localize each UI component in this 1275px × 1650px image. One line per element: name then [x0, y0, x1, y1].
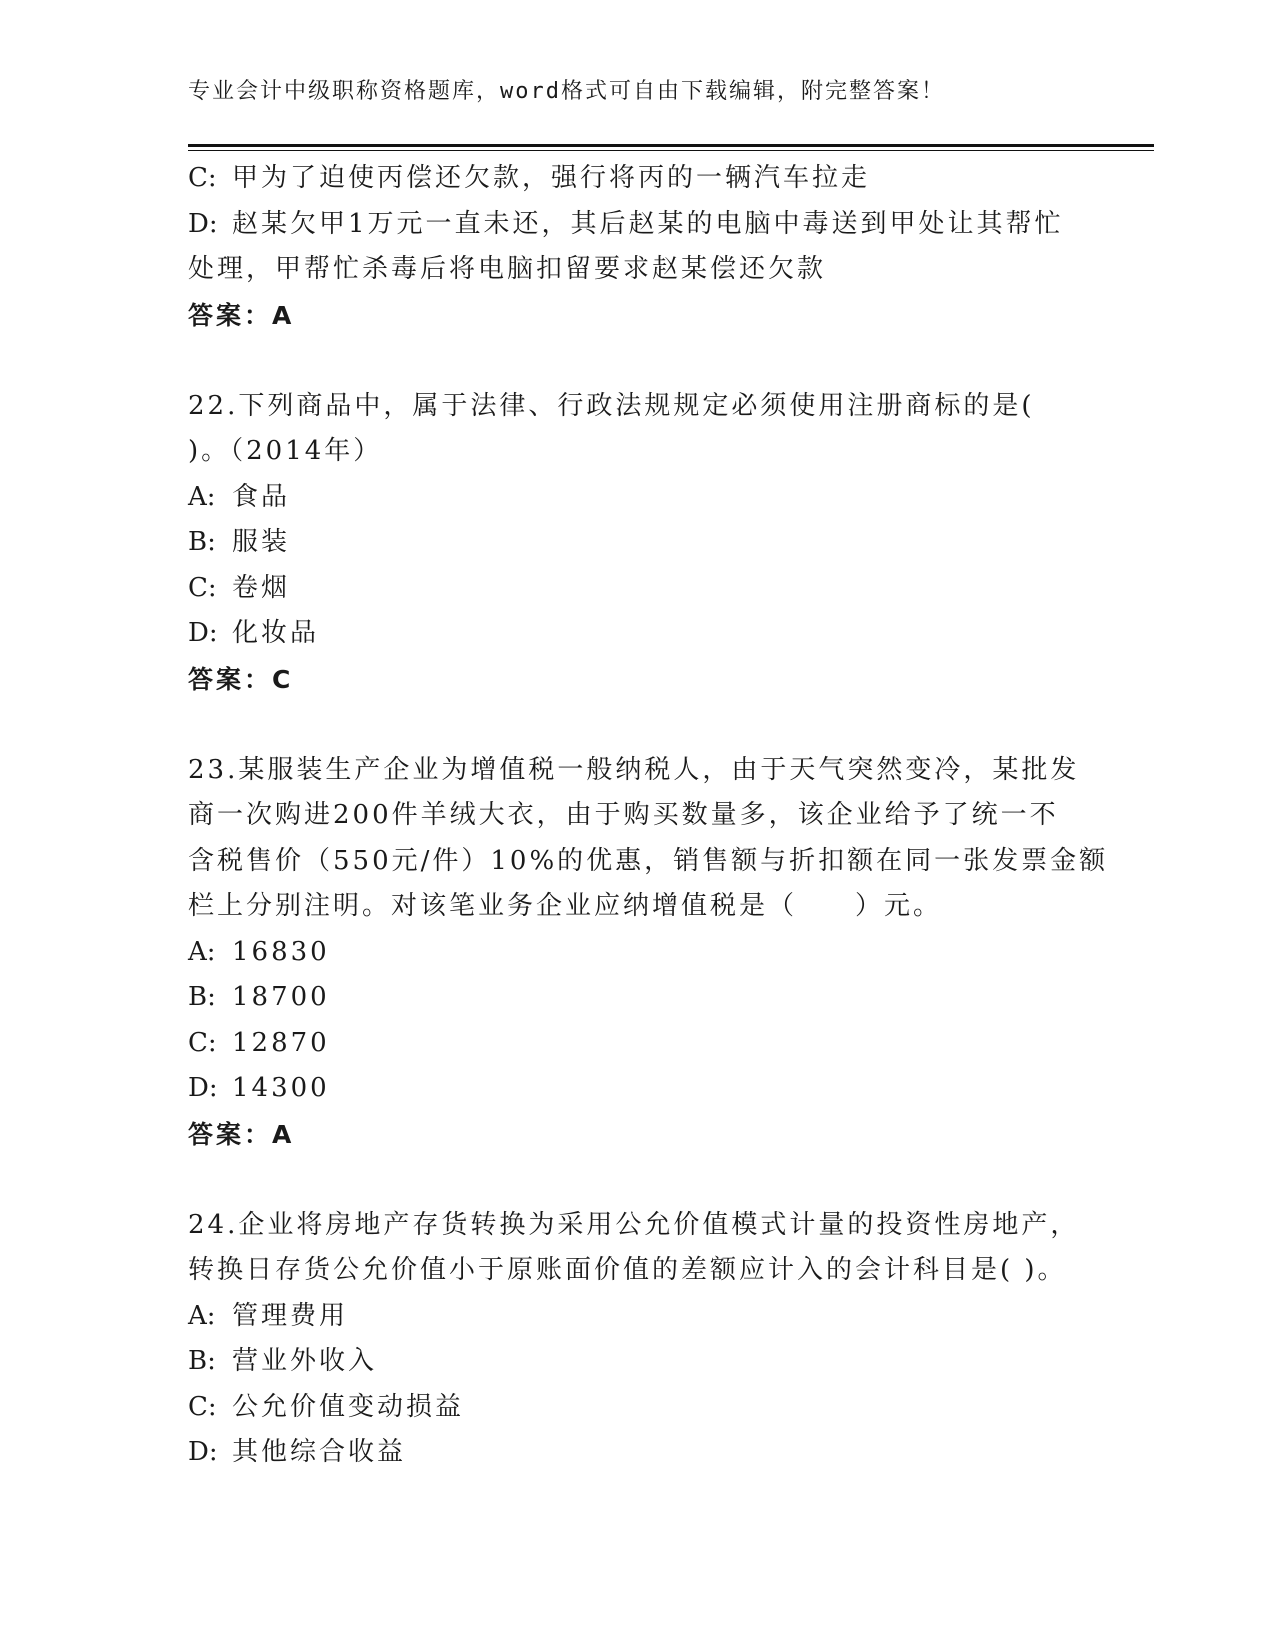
- option-label: D:: [188, 618, 218, 648]
- option-text: 12870: [232, 1027, 330, 1058]
- option-text: 14300: [232, 1073, 330, 1103]
- question-stem: 商一次购进200件羊绒大衣，由于购买数量多，该企业给予了统一不: [188, 800, 1059, 830]
- option-label: C:: [188, 572, 217, 603]
- option-text: 管理费用: [232, 1300, 349, 1331]
- option-label: C:: [188, 1391, 217, 1422]
- question-23: [188, 748, 1109, 1158]
- option-text: 甲为了迫使丙偿还欠款，强行将丙的一辆汽车拉走: [232, 163, 871, 193]
- option-line: [188, 1294, 1088, 1340]
- option-label: C:: [188, 163, 217, 193]
- option-label: D:: [188, 1073, 218, 1103]
- answer-line: 答案：A: [188, 300, 295, 330]
- option-label: B:: [188, 527, 216, 557]
- answer-line: 答案：C: [188, 664, 294, 694]
- option-line: [188, 1066, 1088, 1112]
- option-line-continued: 处理，甲帮忙杀毒后将电脑扣留要求赵某偿还欠款: [188, 254, 827, 284]
- option-label: D:: [188, 1437, 218, 1467]
- option-line: [188, 475, 1088, 521]
- option-line: [188, 520, 1088, 566]
- option-line: [188, 1385, 1088, 1431]
- answer-line: 答案：A: [188, 1119, 295, 1149]
- spacer: [188, 702, 1088, 748]
- option-label: A:: [188, 936, 216, 967]
- option-text: 赵某欠甲1万元一直未还，其后赵某的电脑中毒送到甲处让其帮忙: [232, 208, 1064, 239]
- option-line: [188, 566, 1088, 612]
- option-text: 卷烟: [232, 572, 291, 603]
- option-label: B:: [188, 1346, 216, 1376]
- option-text: 服装: [232, 527, 291, 557]
- option-line: [188, 975, 1088, 1021]
- option-text: 营业外收入: [232, 1346, 378, 1376]
- option-line: [188, 611, 1088, 657]
- header-rule-thick: [188, 144, 1154, 147]
- prev-question-continuation: [188, 156, 1088, 338]
- header-rule-thin: [188, 150, 1154, 151]
- spacer: [188, 1157, 1088, 1203]
- question-24: [188, 1203, 1088, 1476]
- option-text: 食品: [232, 481, 291, 512]
- question-stem: 22.下列商品中，属于法律、行政法规规定必须使用注册商标的是(: [188, 390, 1035, 421]
- option-text: 18700: [232, 982, 330, 1012]
- option-label: A:: [188, 481, 216, 512]
- option-text: 其他综合收益: [232, 1437, 407, 1467]
- question-stem: 含税售价（550元/件）10%的优惠，销售额与折扣额在同一张发票金额: [188, 845, 1109, 876]
- option-text: 公允价值变动损益: [232, 1391, 465, 1422]
- option-line: [188, 202, 1088, 248]
- question-stem: )。（2014年）: [188, 436, 383, 466]
- option-line: [188, 1339, 1088, 1385]
- question-stem: 23.某服装生产企业为增值税一般纳税人，由于天气突然变冷，某批发: [188, 754, 1080, 785]
- spacer: [188, 338, 1088, 384]
- option-line: [188, 1430, 1088, 1476]
- question-stem: 栏上分别注明。对该笔业务企业应纳增值税是（ ）元。: [188, 891, 943, 921]
- option-text: 化妆品: [232, 618, 320, 648]
- option-label: C:: [188, 1027, 217, 1058]
- option-label: A:: [188, 1300, 216, 1331]
- question-22: [188, 384, 1088, 703]
- option-label: B:: [188, 982, 216, 1012]
- page-header: 专业会计中级职称资格题库，word格式可自由下载编辑，附完整答案！: [188, 79, 945, 104]
- question-stem: 24.企业将房地产存货转换为采用公允价值模式计量的投资性房地产，: [188, 1209, 1080, 1240]
- option-line: [188, 1021, 1088, 1067]
- question-stem: 转换日存货公允价值小于原账面价值的差额应计入的会计科目是( )。: [188, 1255, 1067, 1285]
- option-label: D:: [188, 208, 218, 239]
- option-line: [188, 930, 1088, 976]
- document-body: [188, 156, 1109, 1476]
- option-line: [188, 156, 1088, 202]
- option-text: 16830: [232, 936, 330, 967]
